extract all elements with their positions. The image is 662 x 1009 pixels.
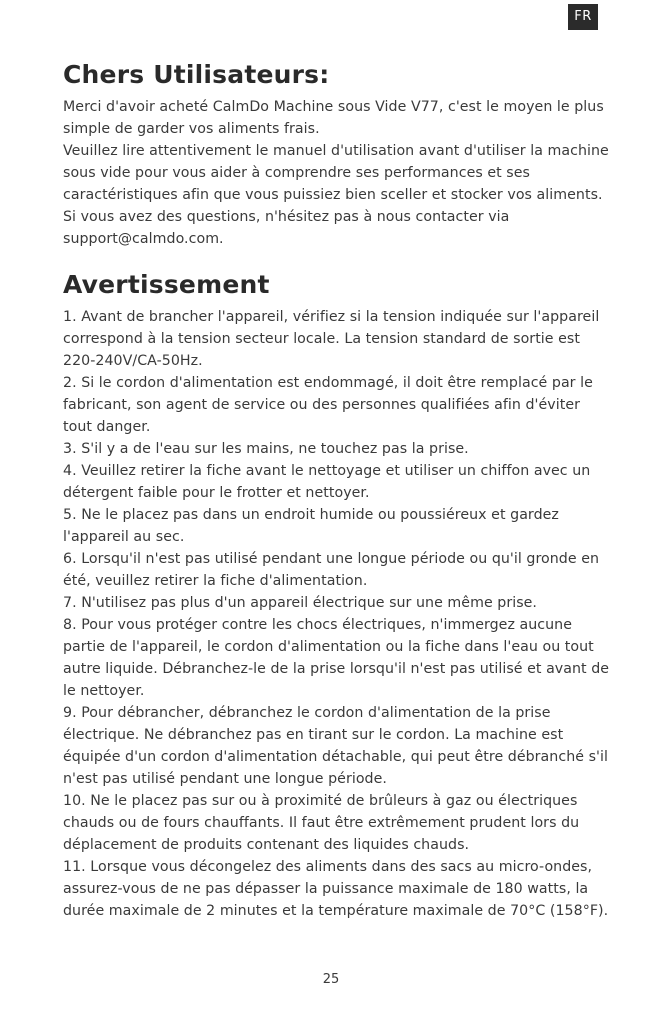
warning-item-1: 1. Avant de brancher l'appareil, vérifiez si la tension indiquée sur l'appareil correspond à la tension secteur locale. La tension standard de sortie est 220-240V/CA-50Hz.	[63, 309, 600, 369]
intro-section	[63, 58, 611, 250]
intro-paragraph-1: Merci d'avoir acheté CalmDo Machine sous Vide V77, c'est le moyen le plus simple de garder vos aliments frais.	[63, 99, 604, 137]
intro-paragraph-2: Veuillez lire attentivement le manuel d'utilisation avant d'utiliser la machine sous vide pour vous aider à comprendre ses performances et ses caractéristiques afin que vous puissiez bien sceller et stocker vos aliments. Si vous avez des questions, n'hésitez pas à nous contacter via support@calmdo.com.	[63, 143, 609, 247]
warning-item-9: 9. Pour débrancher, débranchez le cordon d'alimentation de la prise électrique. Ne débranchez pas en tirant sur le cordon. La machine est équipée d'un cordon d'alimentation détachable, qui peut être débranché s'il n'est pas utilisé pendant une longue période.	[63, 705, 608, 787]
warning-item-5: 5. Ne le placez pas dans un endroit humide ou poussiéreux et gardez l'appareil au sec.	[63, 507, 559, 545]
warning-item-4: 4. Veuillez retirer la fiche avant le nettoyage et utiliser un chiffon avec un détergent faible pour le frotter et nettoyer.	[63, 463, 591, 501]
warning-item-7: 7. N'utilisez pas plus d'un appareil électrique sur une même prise.	[63, 595, 537, 611]
warning-item-11: 11. Lorsque vous décongelez des aliments dans des sacs au micro-ondes, assurez-vous de ne pas dépasser la puissance maximale de 180 watts, la durée maximale de 2 minutes et la température maximale de 70°C (158°F).	[63, 859, 609, 919]
warning-item-6: 6. Lorsqu'il n'est pas utilisé pendant une longue période ou qu'il gronde en été, veuillez retirer la fiche d'alimentation.	[63, 551, 600, 589]
intro-heading: Chers Utilisateurs:	[63, 60, 330, 89]
warning-item-2: 2. Si le cordon d'alimentation est endommagé, il doit être remplacé par le fabricant, son agent de service ou des personnes qualifiées afin d'éviter tout danger.	[63, 375, 593, 435]
document-body	[63, 58, 611, 922]
warning-item-3: 3. S'il y a de l'eau sur les mains, ne touchez pas la prise.	[63, 441, 469, 457]
warning-item-8: 8. Pour vous protéger contre les chocs électriques, n'immergez aucune partie de l'appareil, le cordon d'alimentation ou la fiche dans l'eau ou tout autre liquide. Débranchez-le de la prise lorsqu'il n'est pas utilisé et avant de le nettoyer.	[63, 617, 610, 699]
warning-heading: Avertissement	[63, 270, 270, 299]
language-badge: FR	[568, 4, 598, 30]
warning-section	[63, 268, 611, 922]
page-number: 25	[322, 972, 340, 987]
warning-item-10: 10. Ne le placez pas sur ou à proximité de brûleurs à gaz ou électriques chauds ou de fours chauffants. Il faut être extrêmement prudent lors du déplacement de produits contenant des liquides chauds.	[63, 793, 580, 853]
